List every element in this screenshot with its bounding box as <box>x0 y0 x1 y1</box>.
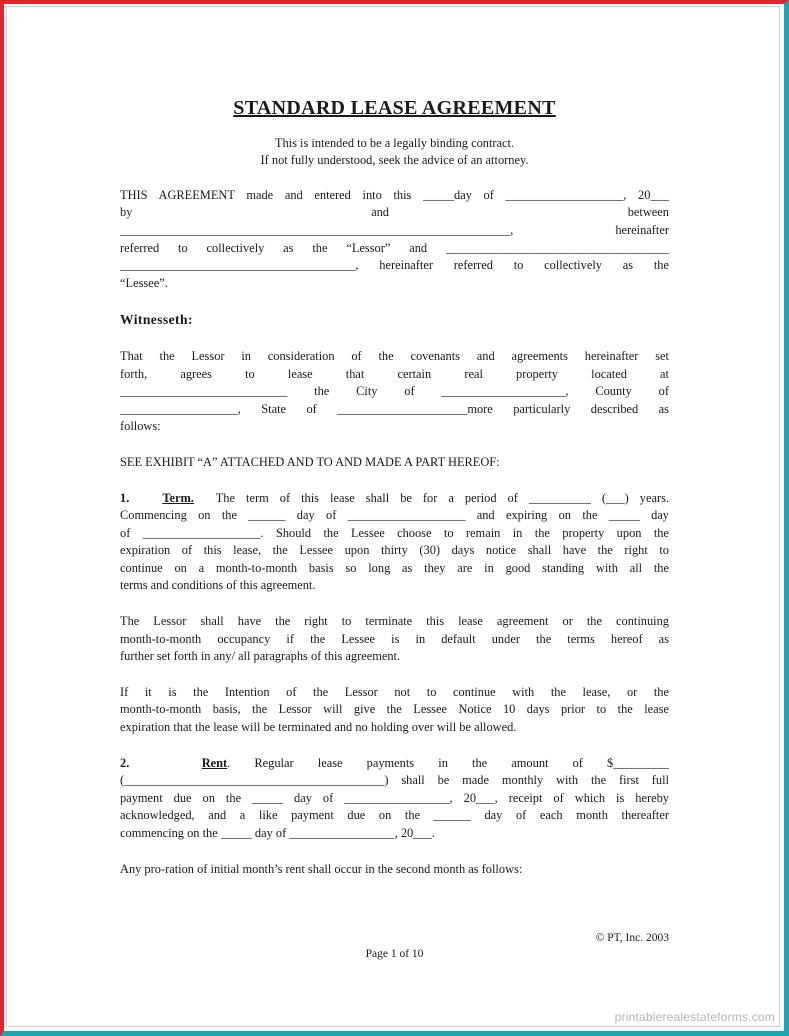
agreement-line: by and between <box>120 205 669 220</box>
premises-line: ___________________, State of _____________________more particularly described as <box>120 401 669 416</box>
intention-paragraph <box>120 684 669 737</box>
document-title: STANDARD LEASE AGREEMENT <box>233 97 556 119</box>
intro-line-2: If not fully understood, seek the advice of an attorney. <box>260 153 529 168</box>
premises-line: That the Lessor in consideration of the covenants and agreements hereinafter set <box>120 348 669 363</box>
agreement-line: “Lessee”. <box>120 275 168 290</box>
exhibit-line: SEE EXHIBIT “A” ATTACHED AND TO AND MADE A PART HEREOF: <box>120 454 500 469</box>
intention-line: month-to-month basis, the Lessor will give the Lessee Notice 10 days prior to the lease <box>120 702 669 717</box>
rent-number: 2. <box>120 755 130 770</box>
termination-line: The Lessor shall have the right to terminate this lease agreement or the continuing <box>120 614 669 629</box>
premises-paragraph <box>120 348 669 436</box>
termination-paragraph <box>120 613 669 666</box>
copyright-notice: © PT, Inc. 2003 <box>595 932 669 944</box>
rent-line: acknowledged, and a like payment due on the ______ day of each month thereafter <box>120 808 669 823</box>
term-number: 1. <box>120 490 130 505</box>
rent-line: commencing on the _____ day of _________________, 20___. <box>120 826 435 840</box>
site-watermark: printablerealestateforms.com <box>614 1010 775 1024</box>
intention-line: If it is the Intention of the Lessor not to continue with the lease, or the <box>120 684 669 699</box>
agreement-line: THIS AGREEMENT made and entered into this _____day of ___________________, 20___ <box>120 187 669 202</box>
termination-line: month-to-month occupancy if the Lessee is in default under the terms hereof as <box>120 631 669 646</box>
rent-line: payment due on the _____ day of _________________, 20___, receipt of which is hereby <box>120 790 669 805</box>
term-line: of ___________________. Should the Lessee choose to remain in the property upon the <box>120 525 669 540</box>
page-number: Page 1 of 10 <box>365 948 424 960</box>
term-line: expiration of this lease, the Lessee upon thirty (30) days notice shall have the right to <box>120 543 669 558</box>
rent-title: Rent <box>201 755 228 770</box>
premises-line: forth, agrees to lease that certain real property located at <box>120 366 669 381</box>
rent-line: (__________________________________________) shall be made monthly with the first full <box>120 773 669 788</box>
premises-line: ___________________________ the City of ____________________, County of <box>120 384 669 399</box>
premises-line: follows: <box>120 419 161 434</box>
rent-section <box>120 755 669 843</box>
term-line: continue on a month-to-month basis so long as they are in good standing with all the <box>120 560 669 575</box>
term-line: Commencing on the ______ day of ___________________ and expiring on the _____ day <box>120 508 669 523</box>
witnesseth-heading: Witnesseth: <box>120 312 193 328</box>
termination-line: further set forth in any/ all paragraphs of this agreement. <box>120 649 401 664</box>
term-line: The term of this lease shall be for a period of __________ (___) years. <box>215 490 669 505</box>
proration-line: Any pro-ration of initial month’s rent shall occur in the second month as follows: <box>120 861 523 876</box>
document-body <box>120 97 670 878</box>
intro-line-1: This is intended to be a legally binding contract. <box>274 135 515 150</box>
agreement-line: ______________________________________, hereinafter referred to collectively as the <box>120 258 669 273</box>
rent-line: . Regular lease payments in the amount of $_________ <box>227 755 670 770</box>
term-section <box>120 490 669 596</box>
agreement-line: referred to collectively as the “Lessor” and ____________________________________ <box>120 240 669 255</box>
term-title: Term. <box>162 490 194 505</box>
agreement-line: _______________________________________________________________, hereinafter <box>120 222 669 237</box>
term-line: terms and conditions of this agreement. <box>120 578 316 593</box>
agreement-paragraph <box>120 187 669 293</box>
intention-line: expiration that the lease will be terminated and no holding over will be allowed. <box>120 720 517 735</box>
